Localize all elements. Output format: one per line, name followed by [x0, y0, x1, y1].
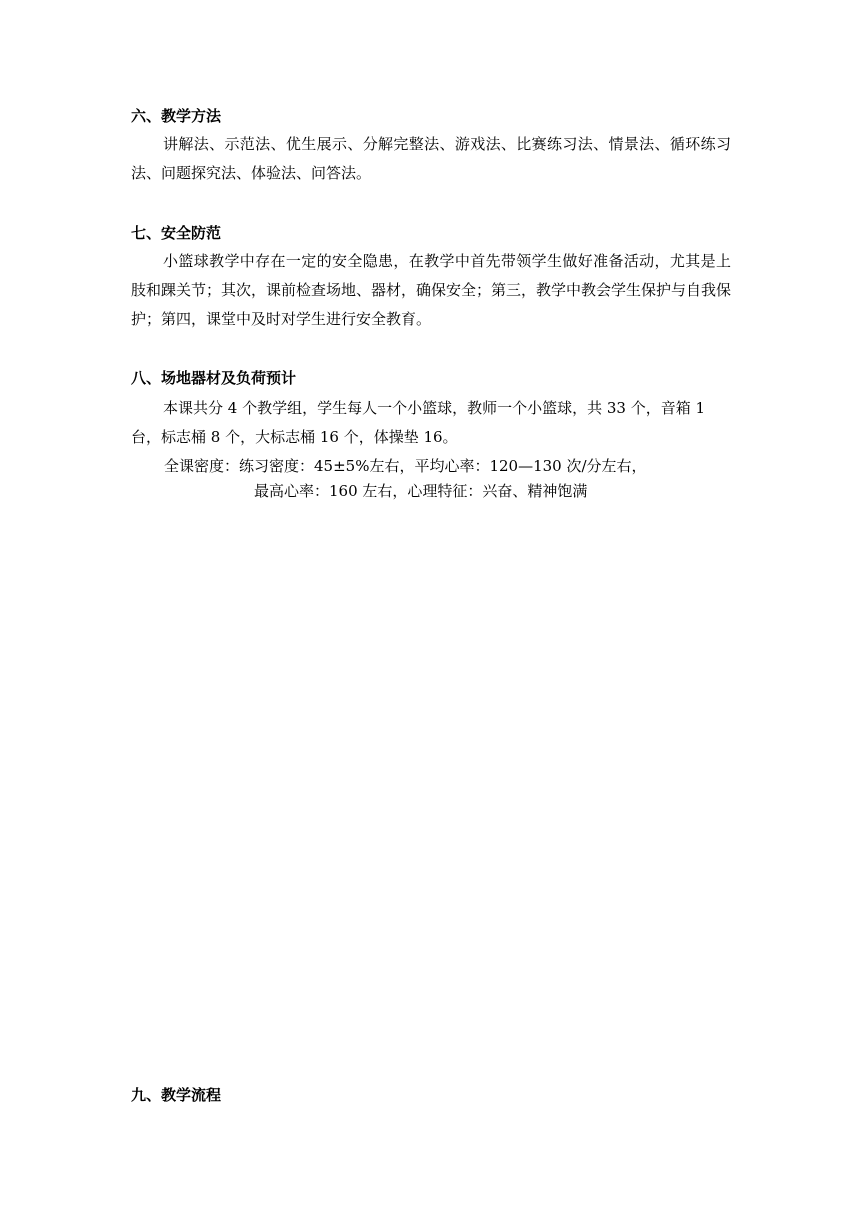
- section-heading-teaching-methods: 六、教学方法: [131, 107, 222, 125]
- load-estimate-line-2: 最高心率：160 左右，心理特征：兴奋、精神饱满: [254, 482, 588, 500]
- section-heading-teaching-process: 九、教学流程: [131, 1086, 222, 1104]
- section-heading-safety: 七、安全防范: [131, 224, 222, 242]
- teaching-methods-paragraph: 讲解法、示范法、优生展示、分解完整法、游戏法、比赛练习法、情景法、循环练习法、问题探究法、体验法、问答法。: [131, 135, 731, 182]
- section-heading-equipment-load: 八、场地器材及负荷预计: [131, 369, 297, 387]
- equipment-paragraph: 本课共分 4 个教学组，学生每人一个小篮球，教师一个小篮球，共 33 个，音箱 1 台，标志桶 8 个，大标志桶 16 个，体操垫 16。: [131, 399, 706, 446]
- load-estimate-line-1: 全课密度：练习密度：45±5%左右，平均心率：120—130 次/分左右，: [164, 457, 647, 475]
- safety-paragraph: 小篮球教学中存在一定的安全隐患，在教学中首先带领学生做好准备活动，尤其是上肢和踝关节；其次，课前检查场地、器材，确保安全；第三，教学中教会学生保护与自我保护；第四，课堂中及时对学生进行安全教育。: [131, 252, 732, 328]
